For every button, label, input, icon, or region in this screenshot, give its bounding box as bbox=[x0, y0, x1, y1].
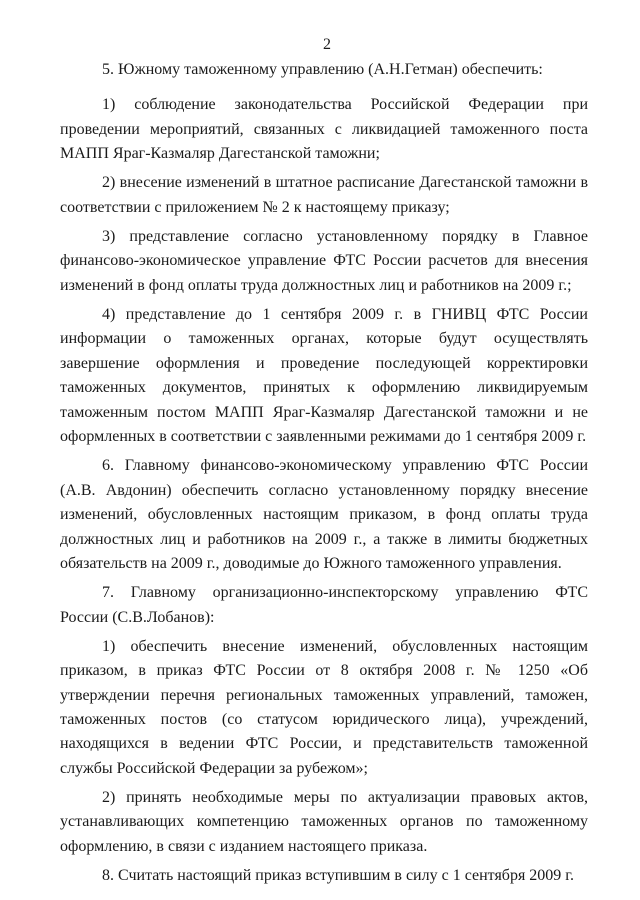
paragraph-item-6: 6. Главному финансово-экономическому управлению ФТС России (А.В. Авдонин) обеспечить согласно установленному порядку внесение изменений, обусловленных настоящим приказом, в фонд оплаты труда должностных лиц и работников на 2009 г., а также в лимиты бюджетных обязательств на 2009 г., доводимые до Южного таможенного управления. bbox=[60, 457, 588, 572]
paragraph-item-5: 5. Южному таможенному управлению (А.Н.Гетман) обеспечить: bbox=[102, 61, 543, 78]
paragraph-item-7-2: 2) принять необходимые меры по актуализации правовых актов, устанавливающих компетенцию таможенных органов по таможенному оформлению, в связи с изданием настоящего приказа. bbox=[60, 788, 588, 855]
document-body bbox=[60, 58, 588, 893]
paragraph-item-5-4: 4) представление до 1 сентября 2009 г. в ГНИВЦ ФТС России информации о таможенных органах, которые будут осуществлять завершение оформления и проведение последующей корректировки таможенных документов, принятых к оформлению ликвидируемым таможенным постом МАПП Яраг-Казмаляр Дагестанской таможни и не оформленных в соответствии с заявленными режимами до 1 сентября 2009 г. bbox=[60, 306, 588, 446]
paragraph-item-5-1: 1) соблюдение законодательства Российской Федерации при проведении мероприятий, связанных с ликвидацией таможенного поста МАПП Яраг-Казмаляр Дагестанской таможни; bbox=[60, 96, 588, 163]
paragraph-item-7: 7. Главному организационно-инспекторскому управлению ФТС России (С.В.Лобанов): bbox=[60, 584, 588, 626]
page-number: 2 bbox=[323, 36, 331, 53]
paragraph-item-5-3: 3) представление согласно установленному порядку в Главное финансово-экономическое управление ФТС России расчетов для внесения изменений в фонд оплаты труда должностных лиц и работников на 2009 г.; bbox=[60, 228, 588, 294]
paragraph-item-8: 8. Считать настоящий приказ вступившим в силу с 1 сентября 2009 г. bbox=[102, 866, 575, 884]
paragraph-item-5-2: 2) внесение изменений в штатное расписание Дагестанской таможни в соответствии с приложением № 2 к настоящему приказу; bbox=[60, 174, 588, 216]
paragraph-item-7-1: 1) обеспечить внесение изменений, обусловленных настоящим приказом, в приказ ФТС России от 8 октября 2008 г. № 1250 «Об утверждении перечня региональных таможенных управлений, таможен, таможенных постов (со статусом юридического лица), учреждений, находящихся в ведении ФТС России, и представительств таможенной службы Российской Федерации за рубежом»; bbox=[60, 637, 588, 777]
